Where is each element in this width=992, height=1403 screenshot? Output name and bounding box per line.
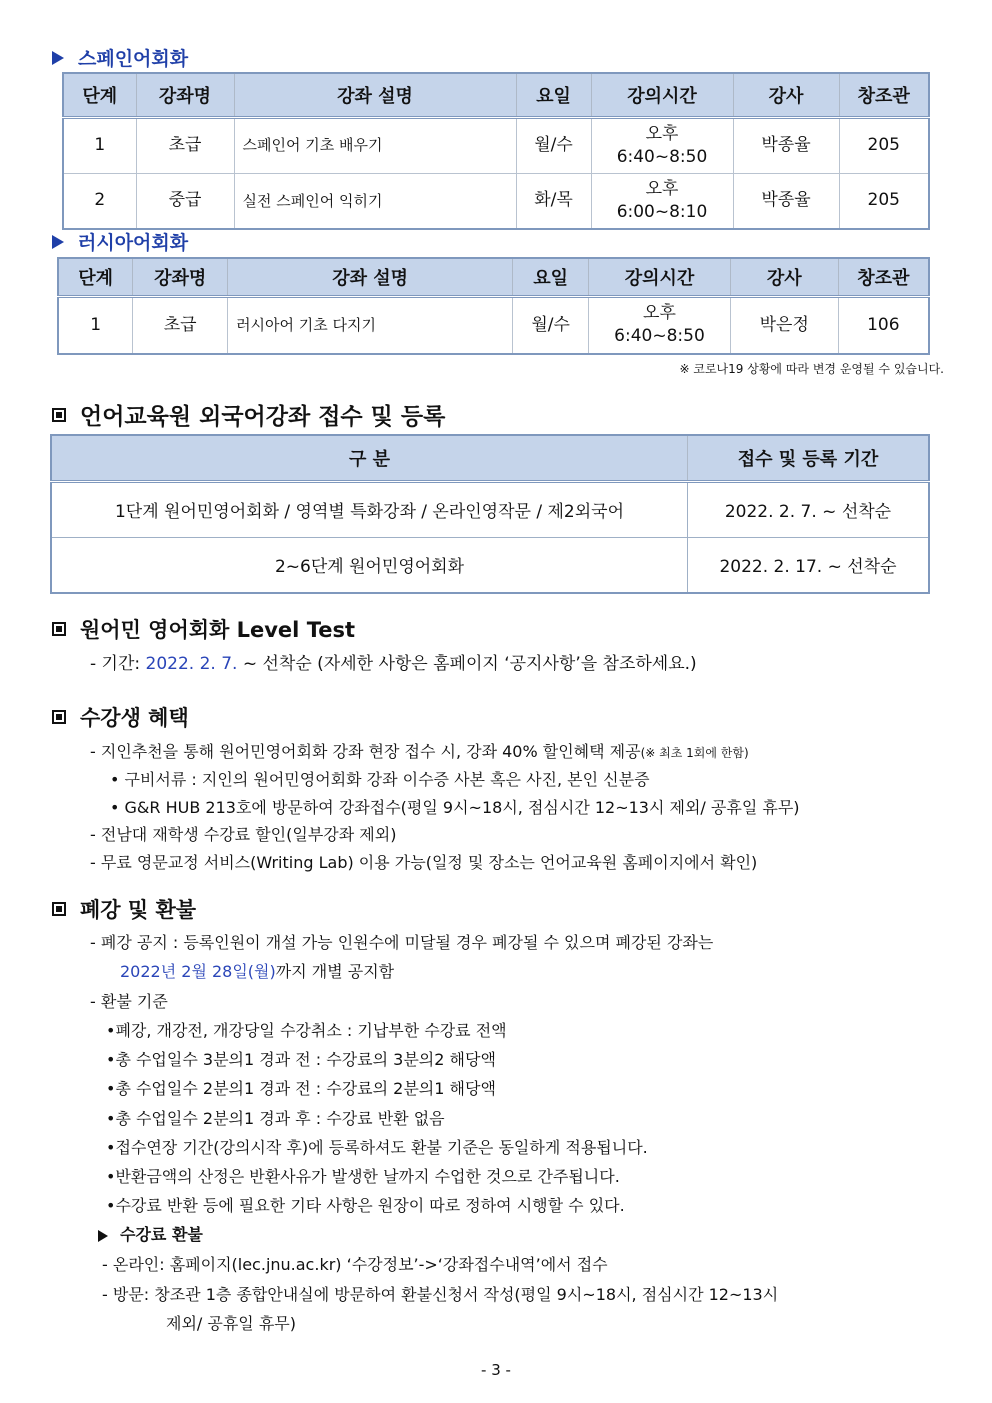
refund-heading: [52, 894, 196, 924]
time-period: 오후: [645, 123, 679, 144]
refund-criteria-item: •폐강, 개강전, 개강당일 수강취소 : 기납부한 수강료 전액: [106, 1021, 507, 1040]
cell-level: 1: [63, 117, 136, 173]
cell-desc: 러시아어 기초 다지기: [228, 296, 513, 354]
refund-notice-1: - 폐강 공지 : 등록인원이 개설 가능 인원수에 미달될 경우 폐강될 수 있으며 폐강된 강좌는: [90, 933, 714, 952]
level-test-heading: [52, 614, 355, 644]
square-bullet-icon: [52, 622, 66, 636]
cell-level: 1: [58, 296, 133, 354]
table-header-row: [51, 435, 929, 481]
page-number: - 3 -: [481, 1361, 511, 1379]
benefit-line-1-small: (※ 최초 1회에 한함): [640, 746, 749, 760]
cell-day: 월/수: [516, 117, 591, 173]
header-room: 창조관: [839, 73, 929, 117]
fee-refund-title-text: 수강료 환불: [120, 1225, 203, 1244]
cell-teacher: 박종율: [733, 173, 839, 229]
header-name: 강좌명: [133, 258, 228, 296]
cell-time: [591, 117, 733, 173]
cell-time: [589, 296, 731, 354]
refund-online: - 온라인: 홈페이지(lec.jnu.ac.kr) ‘수강정보’->‘강좌접수내역’에서 접수: [102, 1255, 608, 1274]
refund-notice-2-rest: 까지 개별 공지함: [275, 962, 395, 981]
russian-course-table: [57, 257, 930, 355]
level-test-date: 2022. 2. 7.: [145, 654, 238, 674]
table-row: [63, 173, 929, 229]
table-header-row: [63, 73, 929, 117]
square-bullet-icon: [52, 710, 66, 724]
level-test-line: [90, 649, 697, 674]
cell-level: 2: [63, 173, 136, 229]
cell-desc: 실전 스페인어 익히기: [234, 173, 516, 229]
level-test-prefix: - 기간:: [90, 654, 146, 674]
refund-title-text: 폐강 및 환불: [80, 898, 197, 922]
header-period: 접수 및 등록 기간: [687, 435, 929, 481]
time-range: 6:40~8:50: [616, 146, 708, 167]
cell-teacher: 박은정: [730, 296, 838, 354]
refund-notice-2: [120, 959, 394, 982]
cell-day: 화/목: [516, 173, 591, 229]
table-row: [58, 296, 929, 354]
level-test-title-text: 원어민 영어회화 Level Test: [80, 618, 356, 642]
cell-room: 106: [838, 296, 929, 354]
cell-category: 2~6단계 원어민영어회화: [51, 537, 687, 593]
header-teacher: 강사: [733, 73, 839, 117]
table-row: [51, 481, 929, 537]
header-time: 강의시간: [591, 73, 733, 117]
cell-name: 초급: [133, 296, 228, 354]
cell-period: 2022. 2. 17. ~ 선착순: [687, 537, 929, 593]
header-name: 강좌명: [136, 73, 234, 117]
header-day: 요일: [516, 73, 591, 117]
refund-criteria-item: •수강료 반환 등에 필요한 기타 사항은 원장이 따로 정하여 시행할 수 있다.: [106, 1196, 625, 1215]
triangle-bullet-icon: [52, 235, 64, 249]
header-room: 창조관: [838, 258, 929, 296]
cell-category: 1단계 원어민영어회화 / 영역별 특화강좌 / 온라인영작문 / 제2외국어: [51, 481, 687, 537]
spanish-title-text: 스페인어회화: [78, 48, 189, 70]
cell-desc: 스페인어 기초 배우기: [234, 117, 516, 173]
refund-criteria-item: •총 수업일수 2분의1 경과 전 : 수강료의 2분의1 해당액: [106, 1079, 496, 1098]
benefit-line-2: - 전남대 재학생 수강료 할인(일부강좌 제외): [90, 825, 397, 844]
registration-table: [50, 434, 930, 594]
header-level: 단계: [63, 73, 136, 117]
triangle-bullet-icon: [98, 1230, 108, 1242]
spanish-course-table: [62, 72, 930, 230]
square-bullet-icon: [52, 902, 66, 916]
time-period: 오후: [643, 303, 676, 324]
fee-refund-heading: [98, 1222, 203, 1245]
cell-name: 초급: [136, 117, 234, 173]
table-header-row: [58, 258, 929, 296]
table-row: [63, 117, 929, 173]
russian-title-text: 러시아어회화: [78, 232, 189, 254]
table-row: [51, 537, 929, 593]
registration-heading: [52, 398, 445, 431]
refund-criteria-item: •총 수업일수 2분의1 경과 후 : 수강료 반환 없음: [106, 1109, 445, 1128]
cell-teacher: 박종율: [733, 117, 839, 173]
header-level: 단계: [58, 258, 133, 296]
refund-criteria-item: •총 수업일수 3분의1 경과 전 : 수강료의 3분의2 해당액: [106, 1050, 496, 1069]
refund-deadline: 2022년 2월 28일(월): [120, 962, 276, 981]
benefits-heading: [52, 702, 189, 732]
benefit-line-1-text: - 지인추천을 통해 원어민영어회화 강좌 현장 접수 시, 강좌 40% 할인혜택 제공: [90, 742, 641, 761]
header-time: 강의시간: [589, 258, 731, 296]
refund-visit-2: 제외/ 공휴일 휴무): [166, 1314, 296, 1333]
cell-time: [591, 173, 733, 229]
cell-room: 205: [839, 117, 929, 173]
level-test-rest: ~ 선착순 (자세한 사항은 홈페이지 ‘공지사항’을 참조하세요.): [237, 654, 697, 674]
header-desc: 강좌 설명: [234, 73, 516, 117]
cell-name: 중급: [136, 173, 234, 229]
refund-criteria-label: - 환불 기준: [90, 992, 168, 1011]
russian-section-title: [52, 228, 188, 255]
time-range: 6:00~8:10: [616, 201, 708, 222]
header-category: 구 분: [51, 435, 687, 481]
benefit-bullet-1: • 구비서류 : 지인의 원어민영어회화 강좌 이수증 사본 혹은 사진, 본인 신분증: [110, 770, 650, 789]
refund-criteria-item: •접수연장 기간(강의시작 후)에 등록하셔도 환불 기준은 동일하게 적용됩니다.: [106, 1138, 648, 1157]
benefit-line-1: [90, 739, 749, 762]
benefits-title-text: 수강생 혜택: [80, 706, 189, 730]
spanish-section-title: [52, 44, 188, 71]
square-bullet-icon: [52, 408, 66, 422]
triangle-bullet-icon: [52, 51, 64, 65]
benefit-line-3: - 무료 영문교정 서비스(Writing Lab) 이용 가능(일정 및 장소는 언어교육원 홈페이지에서 확인): [90, 853, 758, 872]
header-day: 요일: [513, 258, 589, 296]
cell-period: 2022. 2. 7. ~ 선착순: [687, 481, 929, 537]
header-teacher: 강사: [730, 258, 838, 296]
benefit-bullet-2: • G&R HUB 213호에 방문하여 강좌접수(평일 9시~18시, 점심시간 12~13시 제외/ 공휴일 휴무): [110, 798, 800, 817]
refund-criteria-item: •반환금액의 산정은 반환사유가 발생한 날까지 수업한 것으로 간주됩니다.: [106, 1167, 620, 1186]
registration-title-text: 언어교육원 외국어강좌 접수 및 등록: [80, 404, 446, 430]
time-range: 6:40~8:50: [614, 326, 705, 347]
cell-room: 205: [839, 173, 929, 229]
covid-note: ※ 코로나19 상황에 따라 변경 운영될 수 있습니다.: [679, 362, 944, 376]
refund-visit-1: - 방문: 창조관 1층 종합안내실에 방문하여 환불신청서 작성(평일 9시~18시, 점심시간 12~13시: [102, 1285, 779, 1304]
header-desc: 강좌 설명: [228, 258, 513, 296]
time-period: 오후: [645, 178, 679, 199]
cell-day: 월/수: [513, 296, 589, 354]
